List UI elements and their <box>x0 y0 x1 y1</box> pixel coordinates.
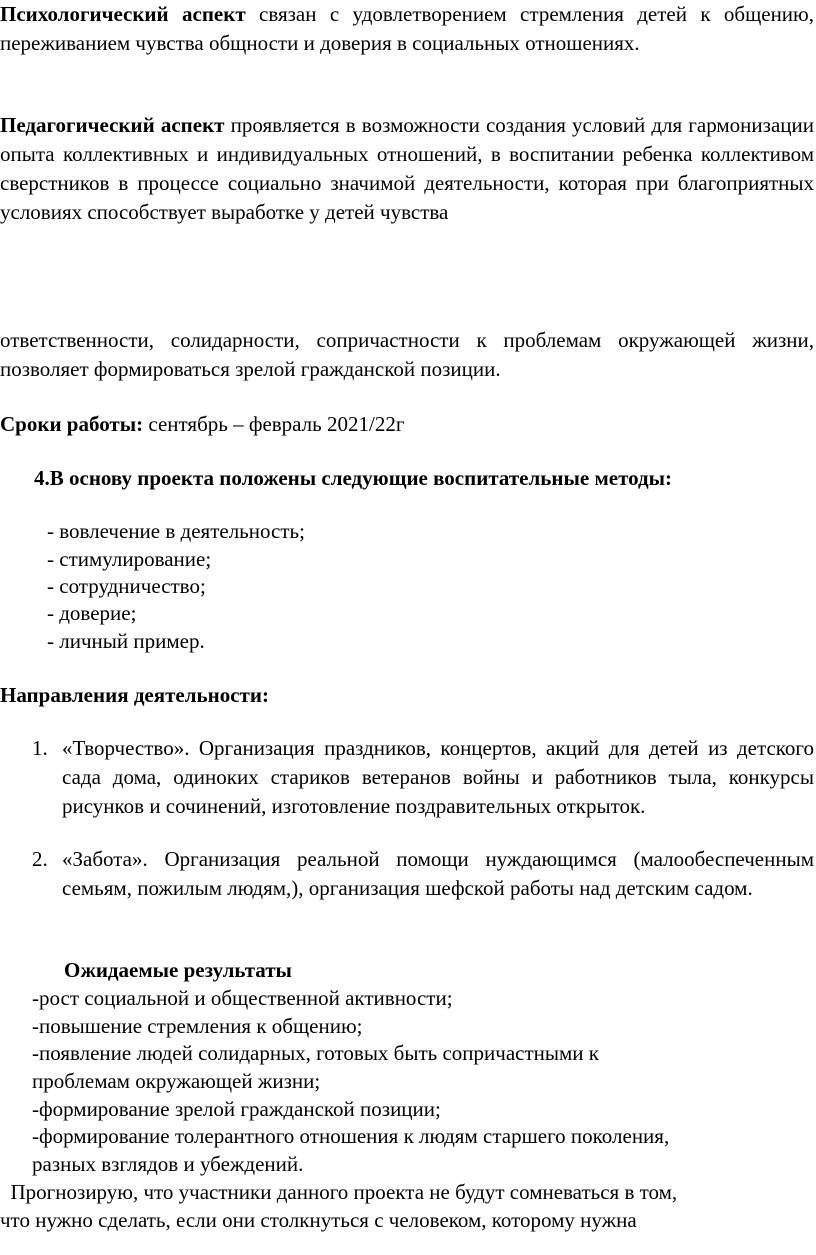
project-terms <box>0 410 814 439</box>
method-item: - вовлечение в деятельность; <box>47 519 305 543</box>
direction-text: «Забота». Организация реальной помощи нуждающимся (малообеспеченным семьям, пожилым людям,), организация шефской работы над детским садом. <box>62 847 814 900</box>
method-item: - личный пример. <box>47 629 205 653</box>
forecast-line: Прогнозирую, что участники данного проекта не будут сомневаться в том, <box>0 1180 678 1204</box>
project-terms-label: Сроки работы: <box>0 412 144 436</box>
direction-number: 2. <box>32 847 48 871</box>
result-line: -повышение стремления к общению; <box>32 1014 363 1038</box>
psychological-aspect-text: связан с удовлетворением стремления детей к общению, переживанием чувства общности и доверия в социальных отношениях. <box>0 2 814 55</box>
project-terms-value: сентябрь – февраль 2021/22г <box>143 412 405 436</box>
psychological-aspect-term: Психологический аспект <box>0 2 246 26</box>
result-line: разных взглядов и убеждений. <box>32 1152 304 1176</box>
result-line: проблемам окружающей жизни; <box>32 1069 321 1093</box>
direction-item-creativity <box>32 734 814 821</box>
result-line: -появление людей солидарных, готовых быть сопричастными к <box>32 1041 599 1065</box>
results-heading: Ожидаемые результаты <box>64 958 292 982</box>
paragraph-pedagogical-aspect <box>0 111 814 227</box>
pedagogical-aspect-term: Педагогический аспект <box>0 113 225 137</box>
direction-item-care <box>32 845 814 903</box>
paragraph-psychological-aspect <box>0 0 814 58</box>
methods-heading: 4.В основу проекта положены следующие воспитательные методы: <box>34 466 673 490</box>
pedagogical-aspect-text: проявляется в возможности создания условий для гармонизации опыта коллективных и индивидуальных отношений, в воспитании ребенка коллективом сверстников в процессе социально значимой деятельности, которая при благоприятных условиях способствует выработке у детей чувства <box>0 113 814 224</box>
direction-number: 1. <box>32 736 48 760</box>
result-line: -формирование толерантного отношения к людям старшего поколения, <box>32 1124 670 1148</box>
method-item: - доверие; <box>47 601 137 625</box>
result-line: -рост социальной и общественной активности; <box>32 986 453 1010</box>
result-line: -формирование зрелой гражданской позиции; <box>32 1097 441 1121</box>
method-item: - стимулирование; <box>47 547 212 571</box>
direction-text: «Творчество». Организация праздников, концертов, акций для детей из детского сада дома, одиноких стариков ветеранов войны и работников тыла, конкурсы рисунков и сочинений, изготовление поздравительных открыток. <box>62 736 814 818</box>
method-item: - сотрудничество; <box>47 574 206 598</box>
directions-heading: Направления деятельности: <box>0 683 269 707</box>
paragraph-continuation: ответственности, солидарности, сопричастности к проблемам окружающей жизни, позволяет формироваться зрелой гражданской позиции. <box>0 328 814 381</box>
forecast-line: что нужно сделать, если они столкнуться с человеком, которому нужна <box>0 1208 637 1232</box>
